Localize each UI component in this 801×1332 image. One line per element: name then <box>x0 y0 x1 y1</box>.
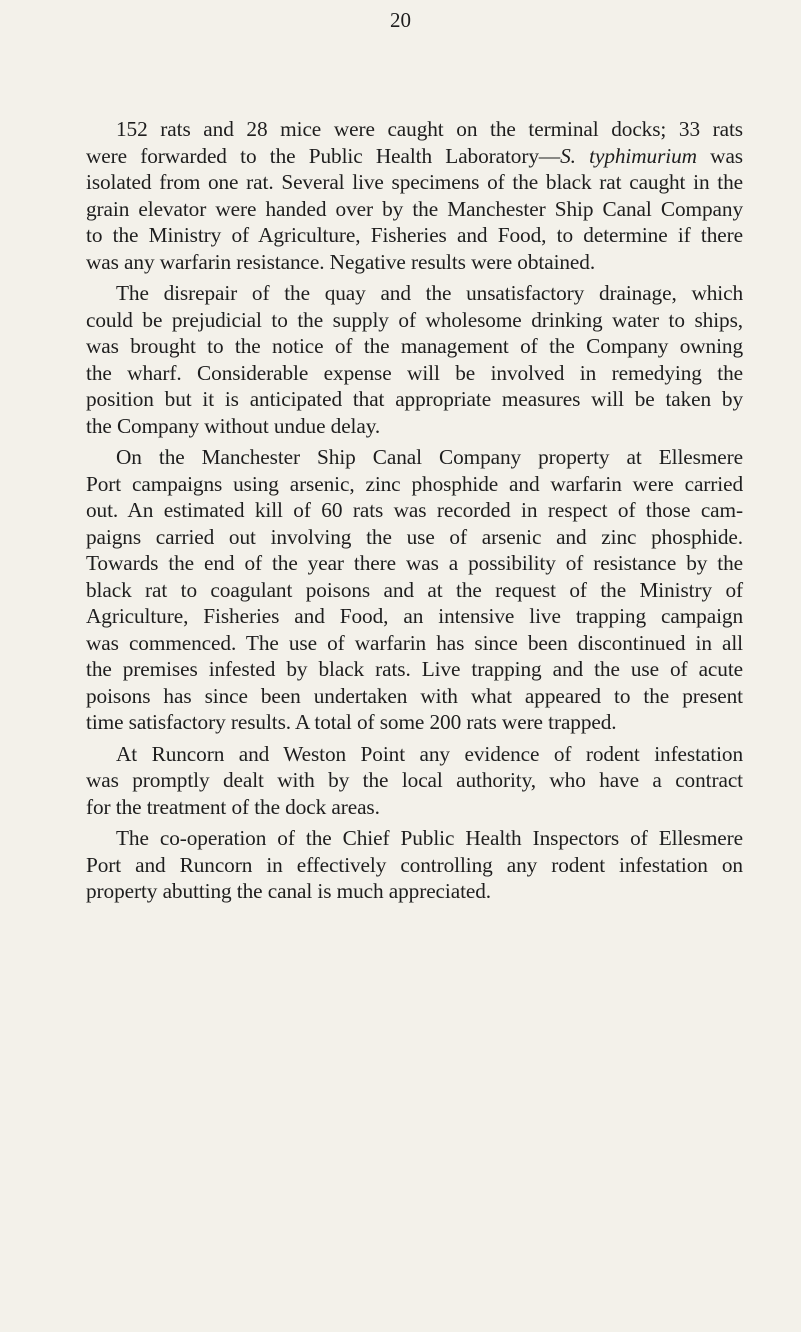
paragraph-5 <box>86 825 743 905</box>
text-line: At Runcorn and Weston Point any evidence of rodent infestation <box>116 741 743 766</box>
paragraph-2 <box>86 280 743 439</box>
text-line: black rat to coagulant poisons and at the request of the Ministry of <box>86 577 743 602</box>
text-line: Port and Runcorn in effectively controlling any rodent infestation on <box>86 852 743 877</box>
text-line: were forwarded to the Public Health Laboratory—S. typhimurium was <box>86 143 743 168</box>
text-line: the Company without undue delay. <box>86 413 381 438</box>
text-line: The co-operation of the Chief Public Health Inspectors of Ellesmere <box>116 826 743 850</box>
text-line: time satisfactory results. A total of some 200 rats were trapped. <box>86 710 617 734</box>
text-line: 152 rats and 28 mice were caught on the terminal docks; 33 rats <box>116 117 743 141</box>
text-line: the wharf. Considerable expense will be involved in remedying the <box>86 360 743 385</box>
text-line: for the treatment of the dock areas. <box>86 794 380 819</box>
text-line: to the Ministry of Agriculture, Fisheries and Food, to determine if there <box>86 223 743 247</box>
text-line: poisons has since been undertaken with what appeared to the present <box>86 683 743 708</box>
italic-term: S. typhimurium <box>560 143 697 168</box>
text-line: The disrepair of the quay and the unsatisfactory drainage, which <box>116 281 743 305</box>
text-line: could be prejudicial to the supply of wholesome drinking water to ships, <box>86 307 743 332</box>
text-line: was any warfarin resistance. Negative results were obtained. <box>86 249 596 274</box>
text-line: property abutting the canal is much appreciated. <box>86 879 492 903</box>
text-line: isolated from one rat. Several live specimens of the black rat caught in the <box>86 170 743 194</box>
text-line: was promptly dealt with by the local authority, who have a contract <box>86 768 743 792</box>
text-line: On the Manchester Ship Canal Company property at Ellesmere <box>116 445 743 469</box>
text-line: the premises infested by black rats. Live trapping and the use of acute <box>86 657 743 681</box>
text-line: grain elevator were handed over by the Manchester Ship Canal Company <box>86 196 743 221</box>
text-line: was commenced. The use of warfarin has since been discontinued in all <box>86 630 743 655</box>
body-text <box>86 116 743 910</box>
page-number: 20 <box>390 8 411 32</box>
text-line: Towards the end of the year there was a possibility of resistance by the <box>86 551 743 575</box>
text-line: paigns carried out involving the use of arsenic and zinc phosphide. <box>86 524 743 549</box>
text-line: was brought to the notice of the management of the Company owning <box>86 334 743 358</box>
paragraph-1 <box>86 116 743 275</box>
text-line: Port campaigns using arsenic, zinc phosphide and warfarin were carried <box>86 471 743 496</box>
paragraph-4 <box>86 741 743 821</box>
text-line: out. An estimated kill of 60 rats was recorded in respect of those cam- <box>86 498 743 522</box>
paragraph-3 <box>86 444 743 736</box>
text-line: Agriculture, Fisheries and Food, an intensive live trapping campaign <box>86 604 743 628</box>
text-line: position but it is anticipated that appropriate measures will be taken by <box>86 387 743 411</box>
